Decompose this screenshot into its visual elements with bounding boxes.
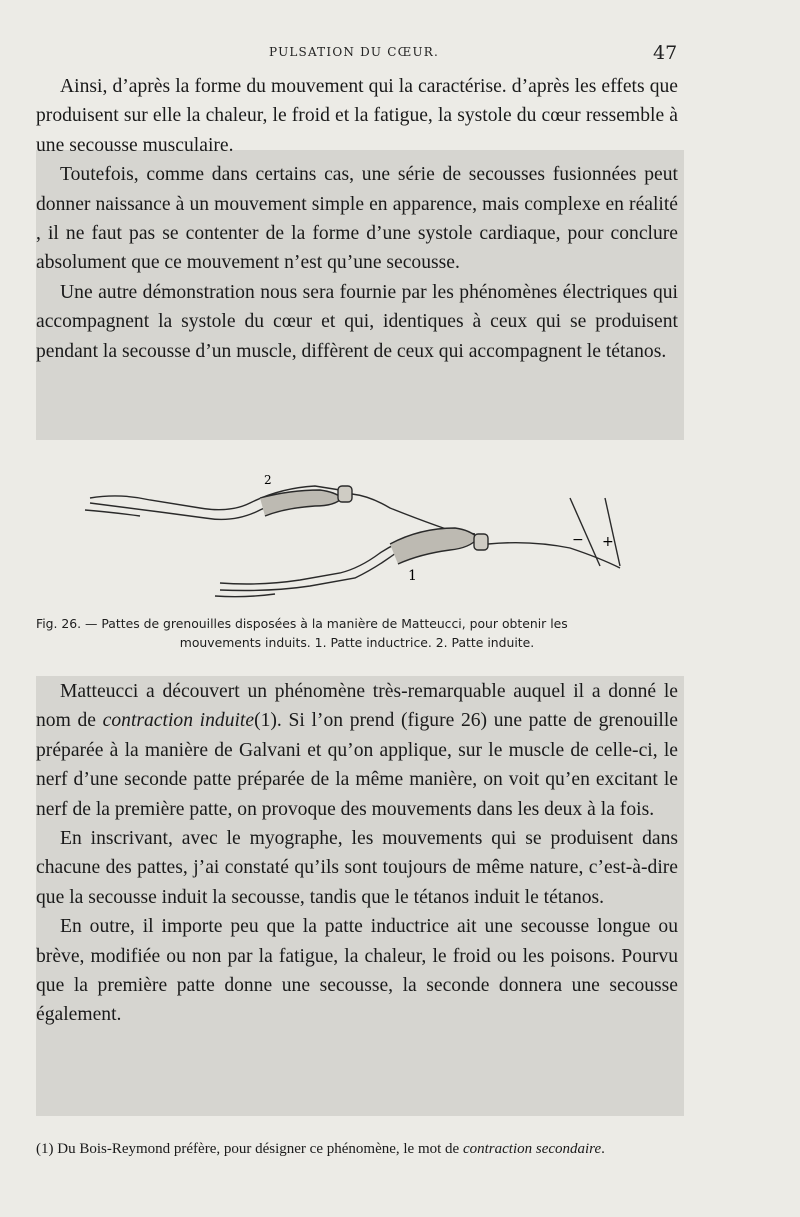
footnote-italic: contraction secondaire: [462, 1141, 602, 1157]
paragraph: [36, 677, 678, 824]
page-header: [0, 42, 800, 66]
paragraph: Toutefois, comme dans certains cas, une série de secousses fusionnées peut donner naissance à un mouvement simple en apparence, mais complexe en réalité , il ne faut pas se contenter de la forme d’une systole cardiaque, pour conclure absolument que ce mouvement n’est qu’une secousse.: [36, 164, 678, 274]
page-number: 47: [653, 42, 678, 64]
footnote-end: .: [601, 1141, 605, 1157]
figure-frog-legs: [60, 468, 700, 608]
label-2: 2: [264, 473, 272, 487]
footnote-text: (1) Du Bois-Reymond préfère, pour désigner ce phénomène, le mot de: [36, 1141, 460, 1157]
running-head: PULSATION DU CŒUR.: [269, 45, 440, 59]
label-1: 1: [408, 568, 417, 584]
text-run: (1). Si l’on prend (figure 26) une patte de grenouille préparée à la manière de Galvani et qu’on applique, sur le muscle de celle-ci, le nerf d’une seconde patte préparée de la même manière, on voit qu’en excitant le nerf de la première patte, on provoque des mouvements dans les deux à la fois.: [36, 710, 679, 820]
minus-sign: −: [572, 532, 584, 548]
frog-legs-illustration: [60, 468, 700, 608]
inducing-leg: [215, 528, 620, 597]
figure-caption: [36, 614, 678, 652]
footnote: [36, 1138, 678, 1161]
paragraph: Une autre démonstration nous sera fournie par les phénomènes électriques qui accompagnent la systole du cœur et qui, identiques à ceux qui se produisent pendant la secousse d’un muscle, diffèrent de ceux qui accompagnent le tétanos.: [36, 281, 678, 362]
paragraph: En outre, il importe peu que la patte inductrice ait une secousse longue ou brève, modifiée ou non par la fatigue, la chaleur, le froid ou les poisons. Pourvu que la première patte donne une secousse, la seconde donnera une secousse également.: [36, 916, 678, 1026]
plus-sign: +: [602, 534, 614, 550]
text-block-bottom: [36, 677, 678, 1030]
caption-line: mouvements induits. 1. Patte inductrice. 2. Patte induite.: [179, 635, 535, 650]
paragraph: Ainsi, d’après la forme du mouvement qui la caractérise. d’après les effets que produisent sur elle la chaleur, le froid et la fatigue, la systole du cœur ressemble à une secousse musculaire.: [36, 76, 678, 156]
caption-line: Fig. 26. — Pattes de grenouilles disposées à la manière de Matteucci, pour obtenir les: [36, 616, 568, 631]
paragraph: En inscrivant, avec le myographe, les mouvements qui se produisent dans chacune des pattes, j’ai constaté qu’ils sont toujours de même nature, c’est-à-dire que la secousse induit la secousse, tandis que le tétanos induit le tétanos.: [36, 828, 678, 908]
text-block-top: [36, 72, 678, 366]
text-run: Matteucci a découvert un phénomène très-remarquable auquel il a donné le nom de: [36, 681, 678, 732]
italic-term: contraction induite: [102, 710, 255, 732]
